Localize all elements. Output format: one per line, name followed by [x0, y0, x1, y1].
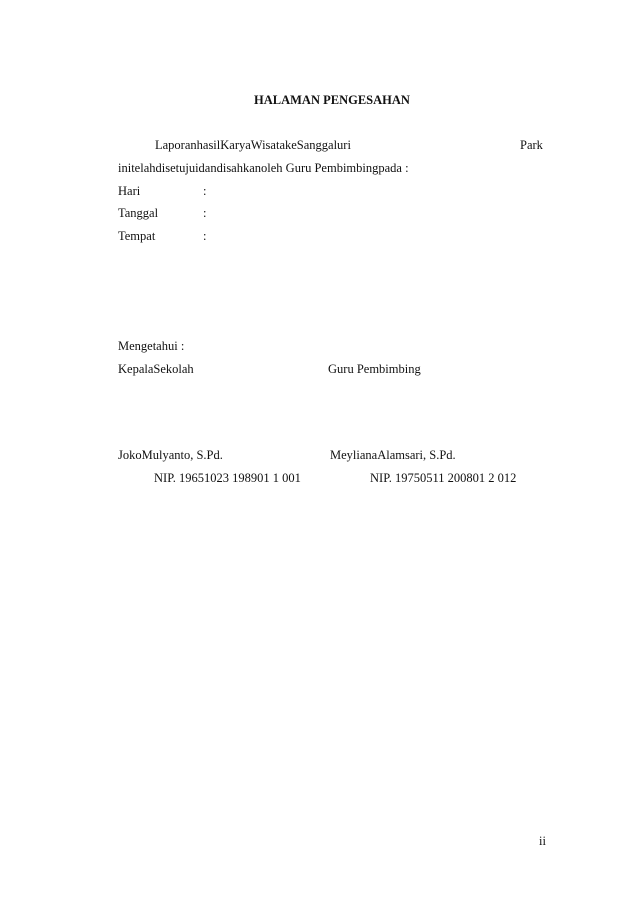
page-title: HALAMAN PENGESAHAN	[254, 93, 410, 107]
field-colon-tanggal: :	[203, 206, 207, 220]
left-signer-name: JokoMulyanto, S.Pd.	[118, 448, 223, 462]
left-signer-role: KepalaSekolah	[118, 362, 194, 376]
mengetahui-label: Mengetahui :	[118, 339, 185, 353]
right-signer-role: Guru Pembimbing	[328, 362, 421, 376]
right-signer-nip: NIP. 19750511 200801 2 012	[370, 471, 517, 485]
page-number: ii	[539, 834, 546, 848]
field-colon-hari: :	[203, 184, 207, 198]
field-label-tempat: Tempat	[118, 229, 156, 243]
right-signer-name: MeylianaAlamsari, S.Pd.	[330, 448, 456, 462]
field-colon-tempat: :	[203, 229, 207, 243]
intro-text-line-1-end: Park	[520, 138, 543, 152]
intro-text-line-2: initelahdisetujuidandisahkanoleh Guru Pembimbingpada :	[118, 161, 409, 175]
field-label-hari: Hari	[118, 184, 141, 198]
field-label-tanggal: Tanggal	[118, 206, 159, 220]
intro-text-line-1: LaporanhasilKaryaWisatakeSanggaluri	[155, 138, 351, 152]
left-signer-nip: NIP. 19651023 198901 1 001	[154, 471, 301, 485]
